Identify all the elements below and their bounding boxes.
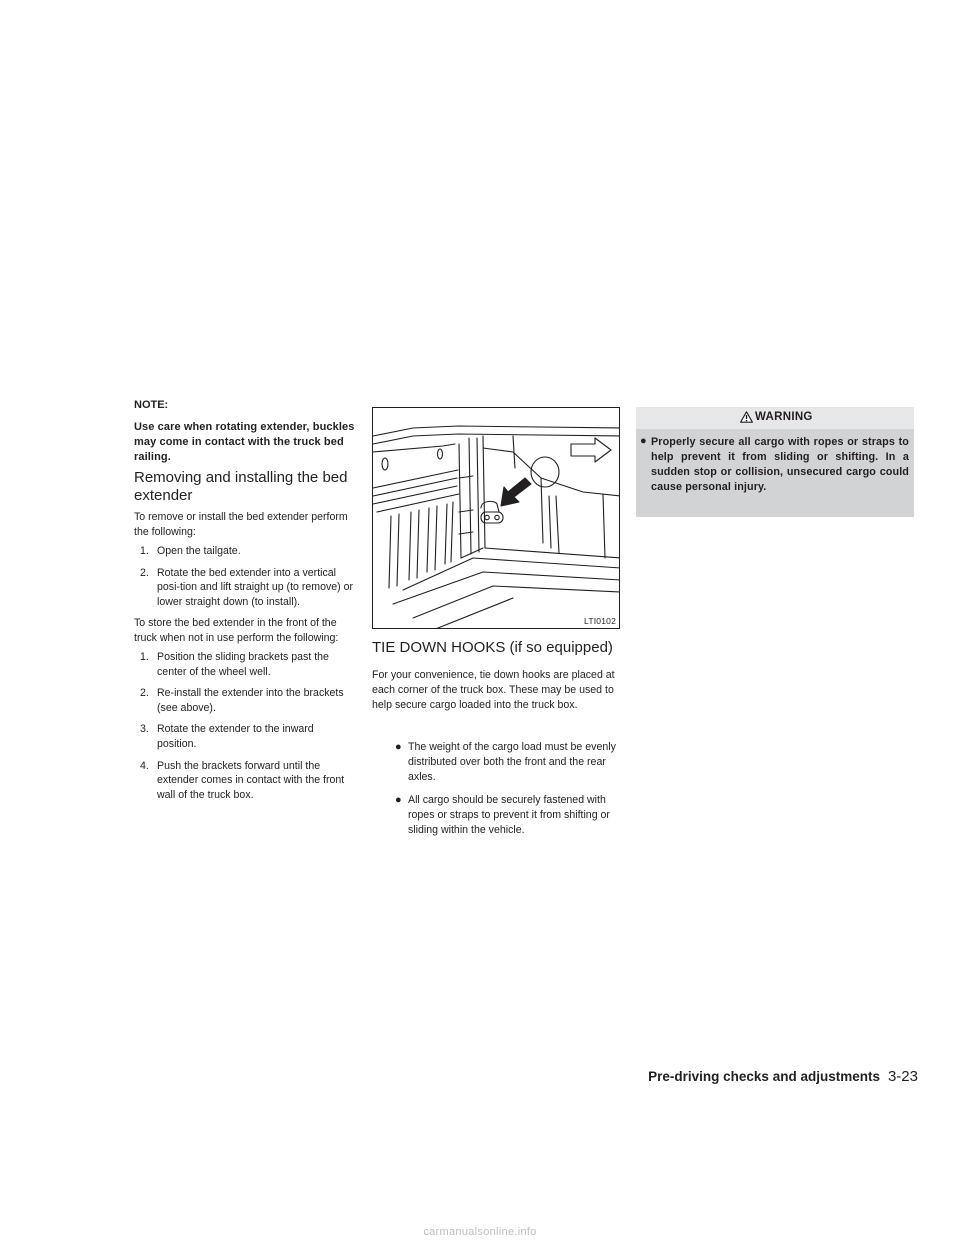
- bullet-icon: ●: [395, 794, 402, 806]
- section-title: Pre-driving checks and adjustments: [648, 1069, 880, 1084]
- warning-header: [636, 407, 914, 429]
- page-number: 3-23: [887, 1068, 918, 1085]
- list-item: 2. Rotate the bed extender into a vertical posi-tion and lift straight up (to remove) or lower straight down (to install).: [140, 566, 354, 608]
- list-item: 1. Position the sliding brackets past the center of the wheel well.: [140, 651, 329, 678]
- list-item: 2. Re-install the extender into the brackets (see above).: [140, 687, 344, 714]
- bed-extender-intro: To remove or install the bed extender perform the following:: [134, 511, 348, 538]
- remove-install-steps: [134, 544, 356, 616]
- warning-triangle-icon: [740, 411, 753, 423]
- figure-code: LTI0102: [584, 616, 616, 626]
- tie-down-hook-figure: [372, 407, 620, 629]
- page-footer: [648, 1068, 918, 1085]
- list-item: ● All cargo should be securely fastened with ropes or straps to prevent it from shifting or sliding within the vehicle.: [395, 794, 610, 836]
- store-steps: [134, 650, 356, 809]
- store-intro: To store the bed extender in the front of the truck when not in use perform the following:: [134, 617, 339, 644]
- warning-title: WARNING: [755, 411, 813, 423]
- bed-extender-heading: Removing and installing the bed extender: [134, 469, 348, 504]
- bullet-icon: ●: [640, 435, 647, 447]
- tie-down-intro: For your convenience, tie down hooks are placed at each corner of the truck box. These may be used to help secure cargo loaded into the truck box.: [372, 669, 615, 711]
- note-text: Use care when rotating extender, buckles may come in contact with the truck bed railing.: [134, 421, 355, 463]
- warning-box: WARNING ● Properly secure all cargo with ropes or straps to help prevent it from sliding or shifting. In a sudden stop or collision, unsecured cargo could cause personal injury.: [636, 407, 914, 517]
- list-item: 1. Open the tailgate.: [140, 545, 241, 557]
- list-item: 4. Push the brackets forward until the extender comes in contact with the front wall of the truck box.: [140, 759, 345, 801]
- tie-down-hook-illustration-icon: [373, 408, 620, 629]
- bullet-icon: ●: [395, 741, 402, 753]
- note-label: NOTE:: [134, 399, 169, 411]
- list-item: 3. Rotate the extender to the inward position.: [140, 723, 314, 750]
- watermark: carmanualsonline.info: [423, 1226, 537, 1238]
- tie-down-bullets: [372, 740, 622, 846]
- list-item: ● The weight of the cargo load must be evenly distributed over both the front and the rear axles.: [395, 741, 616, 783]
- tie-down-heading: TIE DOWN HOOKS (if so equipped): [372, 639, 613, 656]
